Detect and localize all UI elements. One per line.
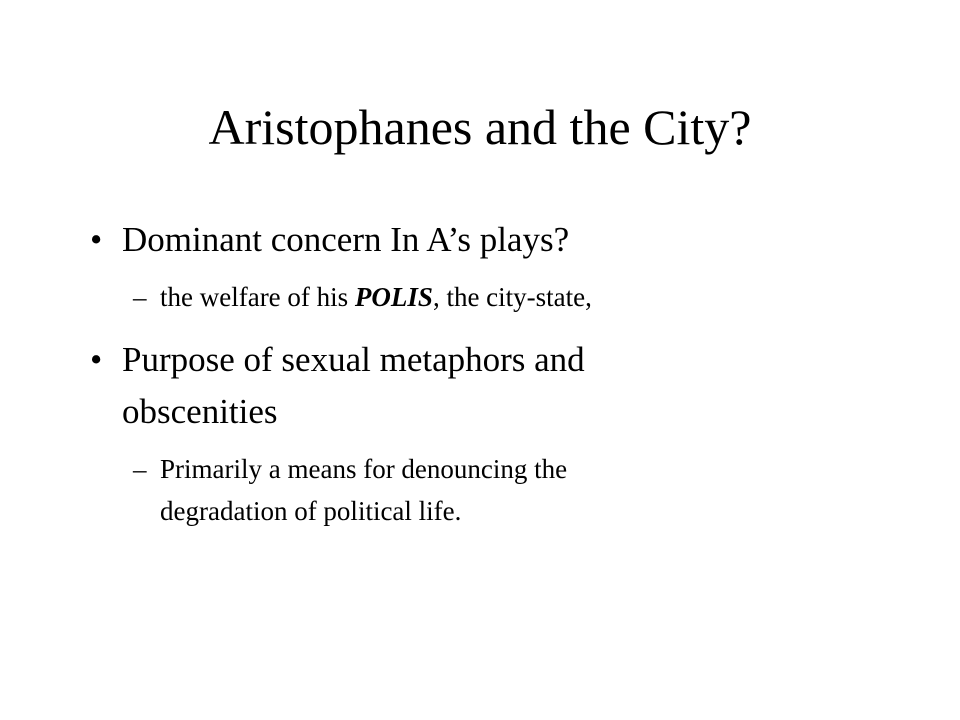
sub-bullet-item <box>133 278 592 316</box>
sub-bullet-marker: – <box>133 454 147 484</box>
sub-bullet-text-before: the welfare of his <box>160 282 355 312</box>
sub-bullet-text-line1: Primarily a means for denouncing the <box>160 454 568 484</box>
bullet-text-line1: Purpose of sexual metaphors and <box>122 340 585 379</box>
polis-emphasis: POLIS <box>354 282 433 312</box>
sub-bullet-marker: – <box>133 282 147 312</box>
bullet-marker: • <box>90 340 103 379</box>
bullet-item <box>90 338 585 382</box>
sub-bullet-item <box>133 450 568 488</box>
sub-bullet-text-line2: degradation of political life. <box>160 496 462 526</box>
bullet-text: Dominant concern In A’s plays? <box>122 220 570 259</box>
bullet-item-continuation <box>122 390 278 434</box>
sub-bullet-text-after: , the city-state, <box>432 282 592 312</box>
bullet-marker: • <box>90 220 103 259</box>
sub-bullet-item-continuation <box>160 492 461 530</box>
bullet-text-line2: obscenities <box>122 392 278 431</box>
bullet-item <box>90 218 570 262</box>
slide-title: Aristophanes and the City? <box>208 99 752 155</box>
